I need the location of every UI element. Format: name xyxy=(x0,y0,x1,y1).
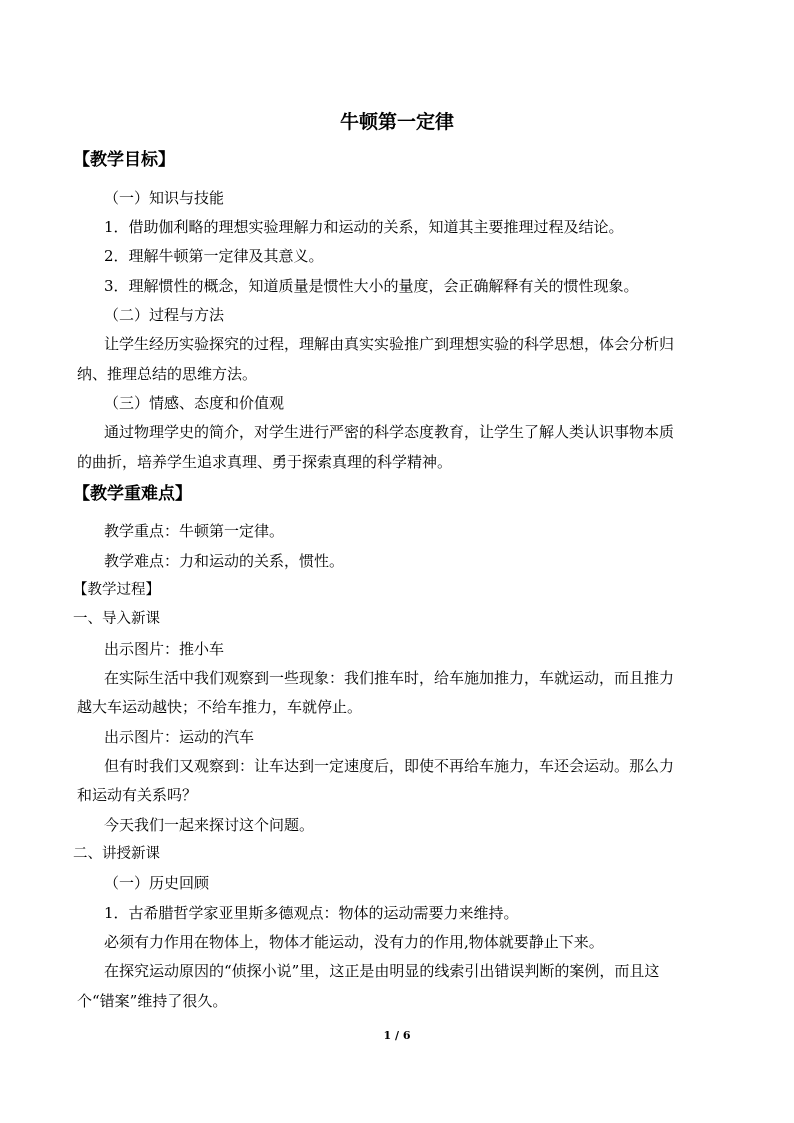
paragraph-line: 通过物理学史的简介，对学生进行严密的科学态度教育，让学生了解人类认识事物本质 xyxy=(104,423,675,441)
paragraph-line: 教学重点：牛顿第一定律。 xyxy=(104,522,285,540)
paragraph-line: 纳、推理总结的思维方法。 xyxy=(77,365,258,383)
paragraph-line: 3．理解惯性的概念，知道质量是惯性大小的量度，会正确解释有关的惯性现象。 xyxy=(104,277,639,295)
paragraph-line: 和运动有关系吗？ xyxy=(77,786,198,804)
paragraph-line: 1．古希腊哲学家亚里斯多德观点：物体的运动需要力来维持。 xyxy=(104,904,519,922)
section-heading-keypoints: 【教学重难点】 xyxy=(73,484,192,504)
subheading-knowledge: （一）知识与技能 xyxy=(104,189,225,207)
paragraph-line: 1．借助伽利略的理想实验理解力和运动的关系，知道其主要推理过程及结论。 xyxy=(104,218,624,236)
subheading-new-lesson: 二、讲授新课 xyxy=(73,846,160,862)
paragraph-line: 必须有力作用在物体上，物体才能运动，没有力的作用,物体就要静止下来。 xyxy=(104,933,604,951)
paragraph-line: 在探究运动原因的“侦探小说”里，这正是由明显的线索引出错误判断的案例，而且这 xyxy=(104,962,660,980)
paragraph-line: 今天我们一起来探讨这个问题。 xyxy=(104,816,315,834)
page-number: 1 / 6 xyxy=(383,1029,411,1042)
section-heading-objectives: 【教学目标】 xyxy=(73,150,175,170)
subheading-intro: 一、导入新课 xyxy=(73,611,160,627)
paragraph-line: 在实际生活中我们观察到一些现象：我们推车时，给车施加推力，车就运动，而且推力 xyxy=(104,669,675,687)
subheading-process: （二）过程与方法 xyxy=(104,306,225,324)
paragraph-line: 但有时我们又观察到：让车达到一定速度后，即使不再给车施力，车还会运动。那么力 xyxy=(104,757,675,775)
paragraph-line: 教学难点：力和运动的关系，惯性。 xyxy=(104,552,345,570)
paragraph-line: 出示图片：推小车 xyxy=(104,640,225,658)
section-heading-process: 【教学过程】 xyxy=(73,582,160,598)
paragraph-line: 越大车运动越快；不给车推力，车就停止。 xyxy=(77,698,363,716)
paragraph-line: 让学生经历实验探究的过程，理解由真实实验推广到理想实验的科学思想，体会分析归 xyxy=(104,335,675,353)
paragraph-line: 个“错案”维持了很久。 xyxy=(77,992,228,1010)
document-title: 牛顿第一定律 xyxy=(339,111,454,133)
paragraph-line: 2．理解牛顿第一定律及其意义。 xyxy=(104,247,324,265)
paragraph-line: 的曲折，培养学生追求真理、勇于探索真理的科学精神。 xyxy=(77,453,453,471)
subheading-emotion: （三）情感、态度和价值观 xyxy=(104,394,285,412)
paragraph-line: 出示图片：运动的汽车 xyxy=(104,728,255,746)
subheading-history: （一）历史回顾 xyxy=(104,874,210,892)
